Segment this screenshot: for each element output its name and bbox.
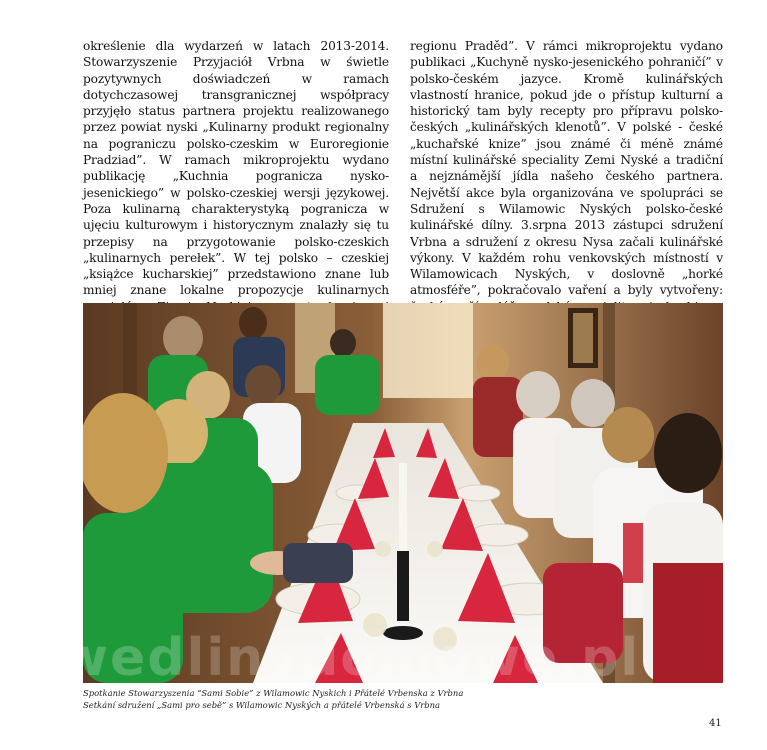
caption-line-polish: Spotkanie Stowarzyszenia “Sami Sobie” z Wilamowic Nyskich i Přátelé Vrbenska z Vrbna xyxy=(83,688,464,698)
banquet-photo xyxy=(83,303,723,683)
right-column-text: regionu Praděd”. V rámci mikroprojektu vydano publikaci „Kuchyně nysko-jesenického pohraničí” v polsko-českém jazyce. Kromě kulinářských vlastností hranice, pokud jde o přístup kulturní a historický tam byly recepty pro přípravu polsko-českých „kulinářských klenotů”. V polské - české „kuchařské knize” jsou známé či méně známé místní kulinářské speciality Zemi Nyské a tradiční a nejznámější jídla našeho českého partnera. Největší akce byla organizována ve spolupráci se Sdružení s Wilamowic Nyských polsko-české kulinářské dílny. 3.srpna 2013 zástupci sdružení Vrbna a sdružení z okresu Nysa začali kulinářské výkony. V každém rohu venkovských místností v Wilamowicach Nyských, v doslovně „horké atmosféře”, pokračovalo vaření a byly vytvořeny: xyxy=(410,39,723,298)
photo-caption xyxy=(83,687,683,711)
left-column-text: określenie dla wydarzeń w latach 2013-2014. Stowarzyszenie Przyjaciół Vrbna w świetle pozytywnych doświadczeń w ramach dotychczasowej transgranicznej współpracy przyjęło status partnera projektu realizowanego przez powiat nyski „Kulinarny produkt regionalny na pograniczu polsko-czeskim w Euroregionie Pradziad”. W ramach mikroprojektu wydano publikację „Kuchnia pogranicza nysko-jesenickiego” w polsko-czeskiej wersji językowej. Poza kulinarną charakterystyką pogranicza w ujęciu kulturowym i historycznym znalazły się tu przepisy na przygotowanie polsko-czeskich „kulinarnych perełek”. W tej polsko – czeskiej „książce kucharskiej” przedstawiono znane lub mniej znane lokalne propozycje kulinarnych xyxy=(83,39,389,298)
watermark-text: wedlinydomowe.pl xyxy=(60,628,641,688)
caption-line-czech: Setkání sdružení „Sami pro sebě” s Wilamowic Nyských a přátelé Vrbenská s Vrbna xyxy=(83,700,441,710)
page-number: 41 xyxy=(709,718,722,729)
